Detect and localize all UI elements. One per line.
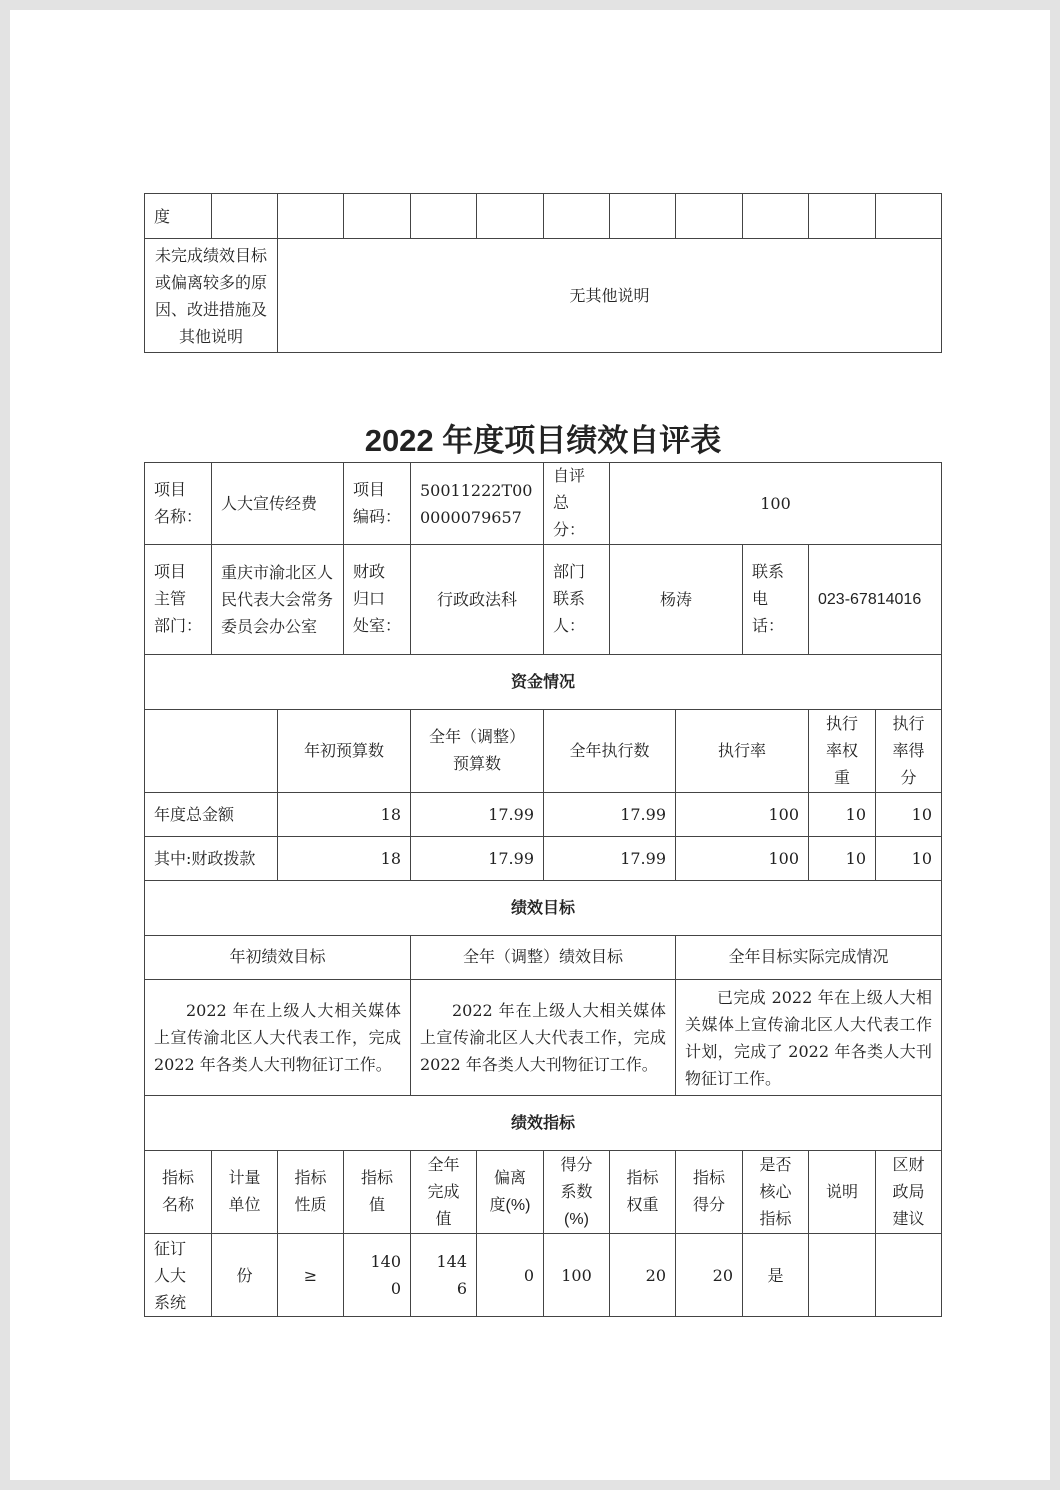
project-code-label: 项目 编码：	[344, 463, 411, 545]
funds-cell: 18	[278, 837, 411, 881]
project-name: 人大宣传经费	[212, 463, 344, 545]
previous-row-label: 度	[145, 194, 212, 239]
goals-header-row	[145, 936, 942, 980]
funds-row	[145, 837, 942, 881]
indicators-header-row	[145, 1151, 942, 1234]
indicator-cell: 20	[676, 1234, 743, 1317]
indicator-cell: ≥	[278, 1234, 344, 1317]
goals-header: 年初绩效目标	[145, 936, 411, 980]
evaluation-table	[144, 462, 942, 1317]
goals-heading: 绩效目标	[145, 881, 942, 936]
funds-cell: 17.99	[544, 837, 676, 881]
indicator-cell: 是	[743, 1234, 809, 1317]
indicator-header: 计量 单位	[212, 1151, 278, 1234]
funds-row-label: 年度总金额	[145, 793, 278, 837]
info-row-project	[145, 463, 942, 545]
project-code: 50011222T000000079657	[411, 463, 544, 545]
goal-initial-text: 2022 年在上级人大相关媒体上宣传渝北区人大代表工作，完成 2022 年各类人大刊物征订工作。	[145, 980, 411, 1096]
dept-value: 重庆市渝北区人民代表大会常务委员会办公室	[212, 545, 344, 655]
funds-cell: 100	[676, 837, 809, 881]
contact-value: 杨涛	[610, 545, 743, 655]
funds-cell: 10	[809, 793, 876, 837]
indicator-header: 指标 性质	[278, 1151, 344, 1234]
goals-header: 全年（调整）绩效目标	[411, 936, 676, 980]
indicator-cell	[809, 1234, 876, 1317]
project-name-label: 项目 名称：	[145, 463, 212, 545]
phone-value: 023-67814016	[809, 545, 942, 655]
finance-label: 财政 归口 处室：	[344, 545, 411, 655]
indicator-cell: 140 0	[344, 1234, 411, 1317]
indicator-cell: 20	[610, 1234, 676, 1317]
indicator-cell: 份	[212, 1234, 278, 1317]
indicator-header: 指标 值	[344, 1151, 411, 1234]
info-row-department	[145, 545, 942, 655]
score-label: 自评 总分：	[544, 463, 610, 545]
funds-cell: 17.99	[544, 793, 676, 837]
goal-adjusted-text: 2022 年在上级人大相关媒体上宣传渝北区人大代表工作，完成 2022 年各类人大刊物征订工作。	[411, 980, 676, 1096]
indicator-cell: 100	[544, 1234, 610, 1317]
funds-header: 全年执行数	[544, 710, 676, 793]
funds-header: 年初预算数	[278, 710, 411, 793]
funds-header-row	[145, 710, 942, 793]
previous-table-tail	[144, 193, 942, 353]
contact-label: 部门 联系 人：	[544, 545, 610, 655]
dept-label: 项目 主管 部门：	[145, 545, 212, 655]
indicator-cell: 征订 人大 系统	[145, 1234, 212, 1317]
indicators-heading: 绩效指标	[145, 1096, 942, 1151]
funds-cell: 10	[876, 793, 942, 837]
indicator-header: 指标 名称	[145, 1151, 212, 1234]
funds-cell: 18	[278, 793, 411, 837]
indicator-header: 指标 得分	[676, 1151, 743, 1234]
indicator-header: 全年 完成 值	[411, 1151, 477, 1234]
funds-header: 执行 率得 分	[876, 710, 942, 793]
indicator-row	[145, 1234, 942, 1317]
funds-row	[145, 793, 942, 837]
document-page	[10, 10, 1050, 1480]
funds-cell: 17.99	[411, 837, 544, 881]
indicator-header: 是否 核心 指标	[743, 1151, 809, 1234]
funds-cell: 17.99	[411, 793, 544, 837]
indicator-header: 得分 系数 (%)	[544, 1151, 610, 1234]
goal-actual-text: 已完成 2022 年在上级人大相关媒体上宣传渝北区人大代表工作计划，完成了 2022 年各类人大刊物征订工作。	[676, 980, 942, 1096]
finance-value: 行政政法科	[411, 545, 544, 655]
goals-text-row	[145, 980, 942, 1096]
note-label: 未完成绩效目标或偏离较多的原因、改进措施及其他说明	[145, 239, 278, 353]
note-value: 无其他说明	[278, 239, 942, 353]
indicator-cell: 144 6	[411, 1234, 477, 1317]
funds-heading: 资金情况	[145, 655, 942, 710]
phone-label: 联系 电话：	[743, 545, 809, 655]
indicator-header: 指标 权重	[610, 1151, 676, 1234]
page-title: 2022 年度项目绩效自评表	[364, 423, 722, 458]
funds-header: 执行率	[676, 710, 809, 793]
funds-cell: 100	[676, 793, 809, 837]
indicator-header: 区财 政局 建议	[876, 1151, 942, 1234]
funds-row-label: 其中:财政拨款	[145, 837, 278, 881]
indicator-cell: 0	[477, 1234, 544, 1317]
funds-header: 执行 率权 重	[809, 710, 876, 793]
goals-header: 全年目标实际完成情况	[676, 936, 942, 980]
indicator-header: 说明	[809, 1151, 876, 1234]
indicator-header: 偏离 度(%)	[477, 1151, 544, 1234]
funds-cell: 10	[876, 837, 942, 881]
score-value: 100	[610, 463, 942, 545]
funds-cell: 10	[809, 837, 876, 881]
funds-header: 全年（调整） 预算数	[411, 710, 544, 793]
indicator-cell	[876, 1234, 942, 1317]
